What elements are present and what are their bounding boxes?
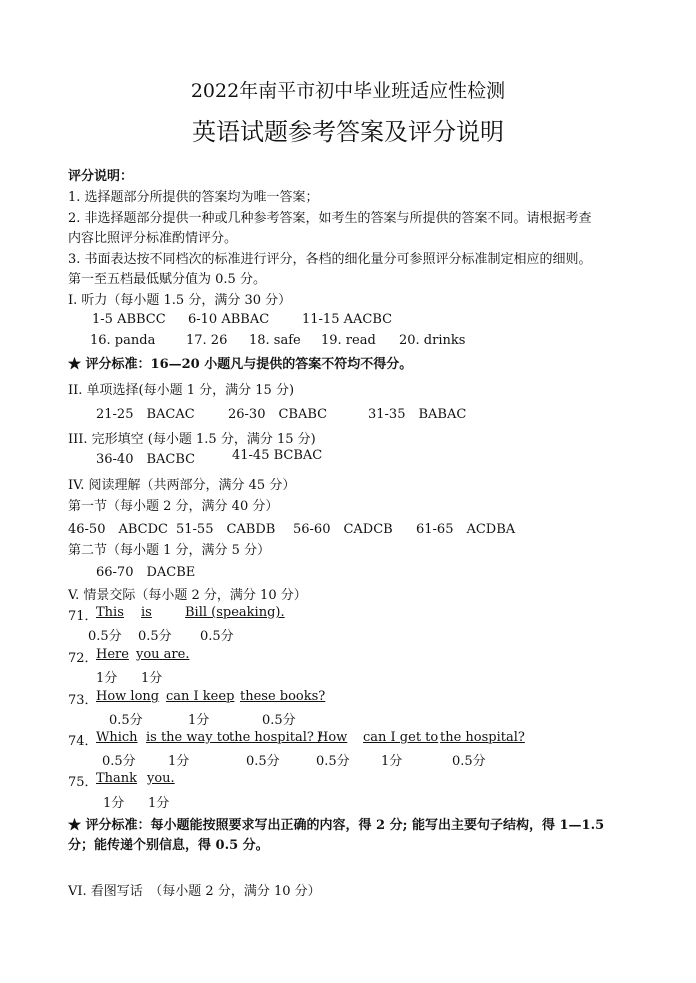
answer-16: 16. panda bbox=[90, 333, 156, 348]
q71-score-1: 0.5分 bbox=[88, 629, 122, 644]
answer-18: 18. safe bbox=[249, 333, 301, 348]
q71-word-1: This bbox=[96, 605, 124, 620]
q74-score-5: 1分 bbox=[381, 754, 403, 769]
section-5-scoring-note-2: 分；能传递个别信息，得 0.5 分。 bbox=[68, 838, 269, 853]
answer-31-35: 31-35 BABAC bbox=[368, 407, 467, 422]
q74-score-3: 0.5分 bbox=[246, 754, 280, 769]
q73-score-1: 0.5分 bbox=[109, 713, 143, 728]
page-subtitle: 英语试题参考答案及评分说明 bbox=[192, 118, 504, 146]
answer-61-65: 61-65 ACDBA bbox=[416, 522, 516, 537]
question-75-number: 75． bbox=[68, 775, 98, 790]
answer-56-60: 56-60 CADCB bbox=[293, 522, 393, 537]
question-71-number: 71． bbox=[68, 609, 98, 624]
q74-word-2: is the way to bbox=[146, 730, 230, 745]
question-72-number: 72． bbox=[68, 651, 98, 666]
q74-word-3: the hospital? / bbox=[229, 730, 323, 745]
answer-51-55: 51-55 CABDB bbox=[176, 522, 276, 537]
q72-score-1: 1分 bbox=[96, 671, 118, 686]
question-74-number: 74． bbox=[68, 734, 98, 749]
q73-word-2: can I keep bbox=[166, 689, 235, 704]
page-title: 2022年南平市初中毕业班适应性检测 bbox=[190, 80, 506, 102]
q71-score-2: 0.5分 bbox=[138, 629, 172, 644]
q75-score-1: 1分 bbox=[103, 796, 125, 811]
q73-word-3: these books? bbox=[240, 689, 326, 704]
q74-word-1: Which bbox=[96, 730, 138, 745]
answer-1-5: 1-5 ABBCC bbox=[92, 312, 166, 327]
note-3a: 3. 书面表达按不同档次的标准进行评分，各档的细化量分可参照评分标准制定相应的细则。 bbox=[68, 252, 592, 267]
q72-score-2: 1分 bbox=[141, 671, 163, 686]
q73-score-3: 0.5分 bbox=[262, 713, 296, 728]
answer-26-30: 26-30 CBABC bbox=[228, 407, 328, 422]
section-4-part-2: 第二节（每小题 1 分，满分 5 分） bbox=[68, 543, 271, 558]
q72-word-2: you are. bbox=[136, 647, 190, 662]
answer-41-45: 41-45 BCBAC bbox=[232, 448, 323, 463]
section-6-heading: VI. 看图写话 （每小题 2 分，满分 10 分） bbox=[68, 884, 321, 899]
q71-score-3: 0.5分 bbox=[200, 629, 234, 644]
section-2-heading: II. 单项选择(每小题 1 分，满分 15 分) bbox=[68, 383, 295, 398]
q75-word-1: Thank bbox=[96, 771, 138, 786]
answer-20: 20. drinks bbox=[399, 333, 466, 348]
q73-score-2: 1分 bbox=[188, 713, 210, 728]
answer-46-50: 46-50 ABCDC bbox=[68, 522, 168, 537]
section-1-heading: I. 听力（每小题 1.5 分，满分 30 分） bbox=[68, 293, 292, 308]
question-73-number: 73． bbox=[68, 693, 98, 708]
q74-score-2: 1分 bbox=[168, 754, 190, 769]
q71-word-3: Bill (speaking). bbox=[185, 605, 285, 620]
section-1-scoring-note: ★ 评分标准：16—20 小题凡与提供的答案不符均不得分。 bbox=[68, 357, 413, 372]
note-2b: 内容比照评分标准酌情评分。 bbox=[68, 231, 238, 246]
note-2a: 2. 非选择题部分提供一种或几种参考答案，如考生的答案与所提供的答案不同。请根据考查 bbox=[68, 211, 592, 226]
section-4-part-1: 第一节（每小题 2 分，满分 40 分） bbox=[68, 499, 279, 514]
q71-word-2: is bbox=[141, 605, 152, 620]
section-5-heading: V. 情景交际（每小题 2 分，满分 10 分） bbox=[68, 588, 307, 603]
answer-36-40: 36-40 BACBC bbox=[96, 452, 196, 467]
answer-21-25: 21-25 BACAC bbox=[96, 407, 195, 422]
answer-6-10: 6-10 ABBAC bbox=[188, 312, 270, 327]
section-3-heading: III. 完形填空 (每小题 1.5 分，满分 15 分) bbox=[68, 432, 316, 447]
q74-score-4: 0.5分 bbox=[316, 754, 350, 769]
notes-heading: 评分说明： bbox=[68, 169, 134, 184]
q72-word-1: Here bbox=[96, 647, 129, 662]
q74-score-1: 0.5分 bbox=[102, 754, 136, 769]
q75-word-2: you. bbox=[147, 771, 175, 786]
q75-score-2: 1分 bbox=[148, 796, 170, 811]
answer-11-15: 11-15 AACBC bbox=[302, 312, 393, 327]
section-4-heading: IV. 阅读理解（共两部分，满分 45 分） bbox=[68, 478, 296, 493]
q74-word-5: can I get to bbox=[363, 730, 439, 745]
q73-word-1: How long bbox=[96, 689, 160, 704]
note-1: 1. 选择题部分所提供的答案均为唯一答案； bbox=[68, 190, 319, 205]
section-5-scoring-note-1: ★ 评分标准：每小题能按照要求写出正确的内容，得 2 分; 能写出主要句子结构，得 1—1.5 bbox=[68, 818, 605, 833]
answer-17: 17. 26 bbox=[186, 333, 228, 348]
q74-word-4: How bbox=[317, 730, 348, 745]
note-3b: 第一至五档最低赋分值为 0.5 分。 bbox=[68, 272, 266, 287]
q74-word-6: the hospital? bbox=[440, 730, 525, 745]
q74-score-6: 0.5分 bbox=[452, 754, 486, 769]
answer-19: 19. read bbox=[321, 333, 376, 348]
answer-66-70: 66-70 DACBE bbox=[96, 565, 196, 580]
